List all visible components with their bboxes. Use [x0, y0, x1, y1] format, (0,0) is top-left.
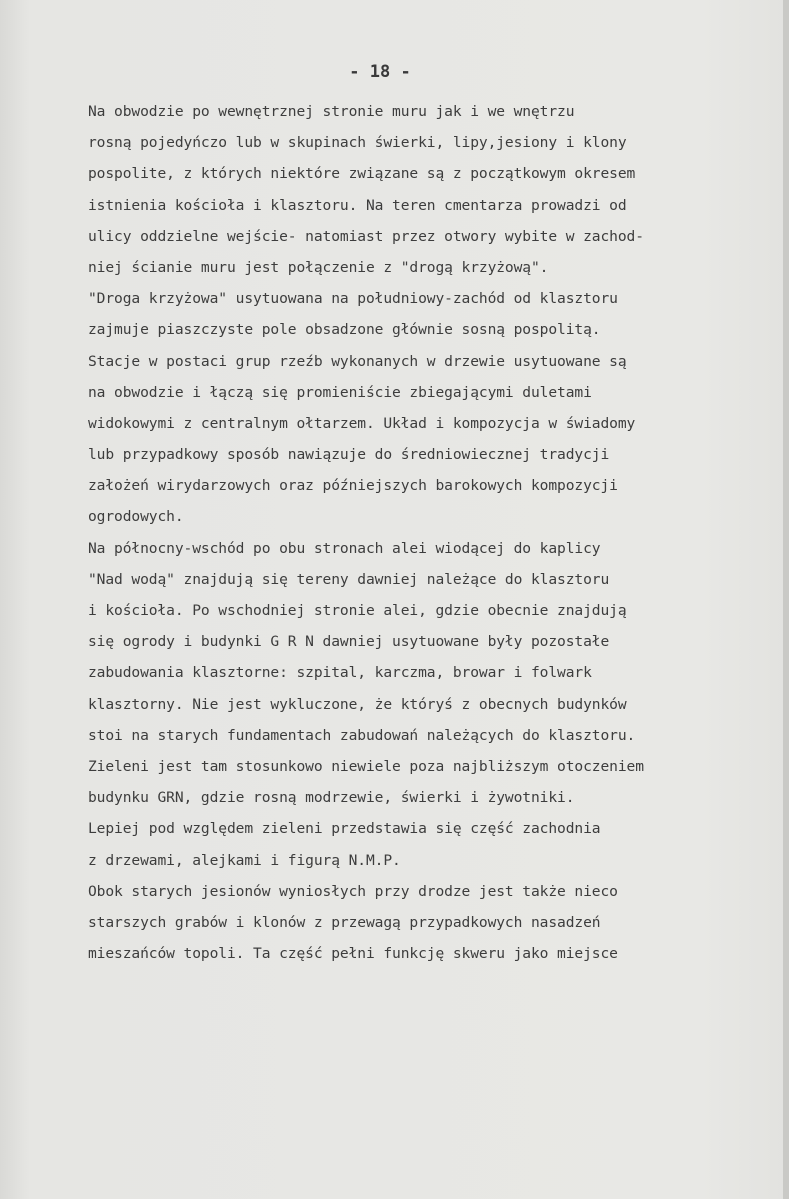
text-line: stoi na starych fundamentach zabudowań należących do klasztoru.: [88, 726, 636, 744]
text-line: "Droga krzyżowa" usytuowana na południowy-zachód od klasztoru: [88, 290, 618, 308]
text-line: się ogrody i budynki G R N dawniej usytuowane były pozostałe: [88, 633, 610, 651]
text-line: na obwodzie i łączą się promieniście zbiegającymi duletami: [88, 383, 592, 401]
text-line: z drzewami, alejkami i figurą N.M.P.: [88, 851, 401, 869]
text-line: Obok starych jesionów wyniosłych przy drodze jest także nieco: [88, 882, 618, 900]
text-line: lub przypadkowy sposób nawiązuje do średniowiecznej tradycji: [88, 446, 610, 464]
page-number: - 18 -: [349, 62, 411, 82]
text-line: "Nad wodą" znajdują się tereny dawniej należące do klasztoru: [88, 570, 610, 588]
text-line: niej ścianie muru jest połączenie z "drogą krzyżową".: [88, 258, 549, 276]
text-line: budynku GRN, gdzie rosną modrzewie, świerki i żywotniki.: [88, 789, 575, 807]
text-line: istnienia kościoła i klasztoru. Na teren cmentarza prowadzi od: [88, 196, 627, 214]
text-line: Stacje w postaci grup rzeźb wykonanych w drzewie usytuowane są: [88, 352, 627, 370]
text-line: zajmuje piaszczyste pole obsadzone głównie sosną pospolitą.: [88, 321, 601, 339]
text-line: Na obwodzie po wewnętrznej stronie muru jak i we wnętrzu: [88, 103, 575, 120]
text-line: pospolite, z których niektóre związane są z początkowym okresem: [88, 165, 636, 183]
text-line: klasztorny. Nie jest wykluczone, że któryś z obecnych budynków: [88, 695, 627, 713]
text-line: widokowymi z centralnym ołtarzem. Układ i kompozycja w świadomy: [88, 414, 636, 432]
text-line: założeń wirydarzowych oraz późniejszych barokowych kompozycji: [88, 477, 618, 495]
text-line: Zieleni jest tam stosunkowo niewiele poza najbliższym otoczeniem: [88, 757, 644, 775]
text-line: Na północny-wschód po obu stronach alei wiodącej do kaplicy: [88, 539, 601, 557]
text-line: ulicy oddzielne wejście- natomiast przez otwory wybite w zachod-: [88, 227, 644, 245]
text-line: mieszańców topoli. Ta część pełni funkcję skweru jako miejsce: [88, 945, 618, 963]
text-line: Lepiej pod względem zieleni przedstawia się część zachodnia: [88, 820, 601, 838]
typewritten-text-body: [88, 96, 788, 969]
text-line: rosną pojedyńczo lub w skupinach świerki, lipy,jesiony i klony: [88, 134, 627, 152]
text-line: starszych grabów i klonów z przewagą przypadkowych nasadzeń: [88, 913, 601, 931]
text-line: ogrodowych.: [88, 508, 184, 526]
text-line: zabudowania klasztorne: szpital, karczma, browar i folwark: [88, 664, 592, 682]
text-line: i kościoła. Po wschodniej stronie alei, gdzie obecnie znajdują: [88, 602, 627, 619]
